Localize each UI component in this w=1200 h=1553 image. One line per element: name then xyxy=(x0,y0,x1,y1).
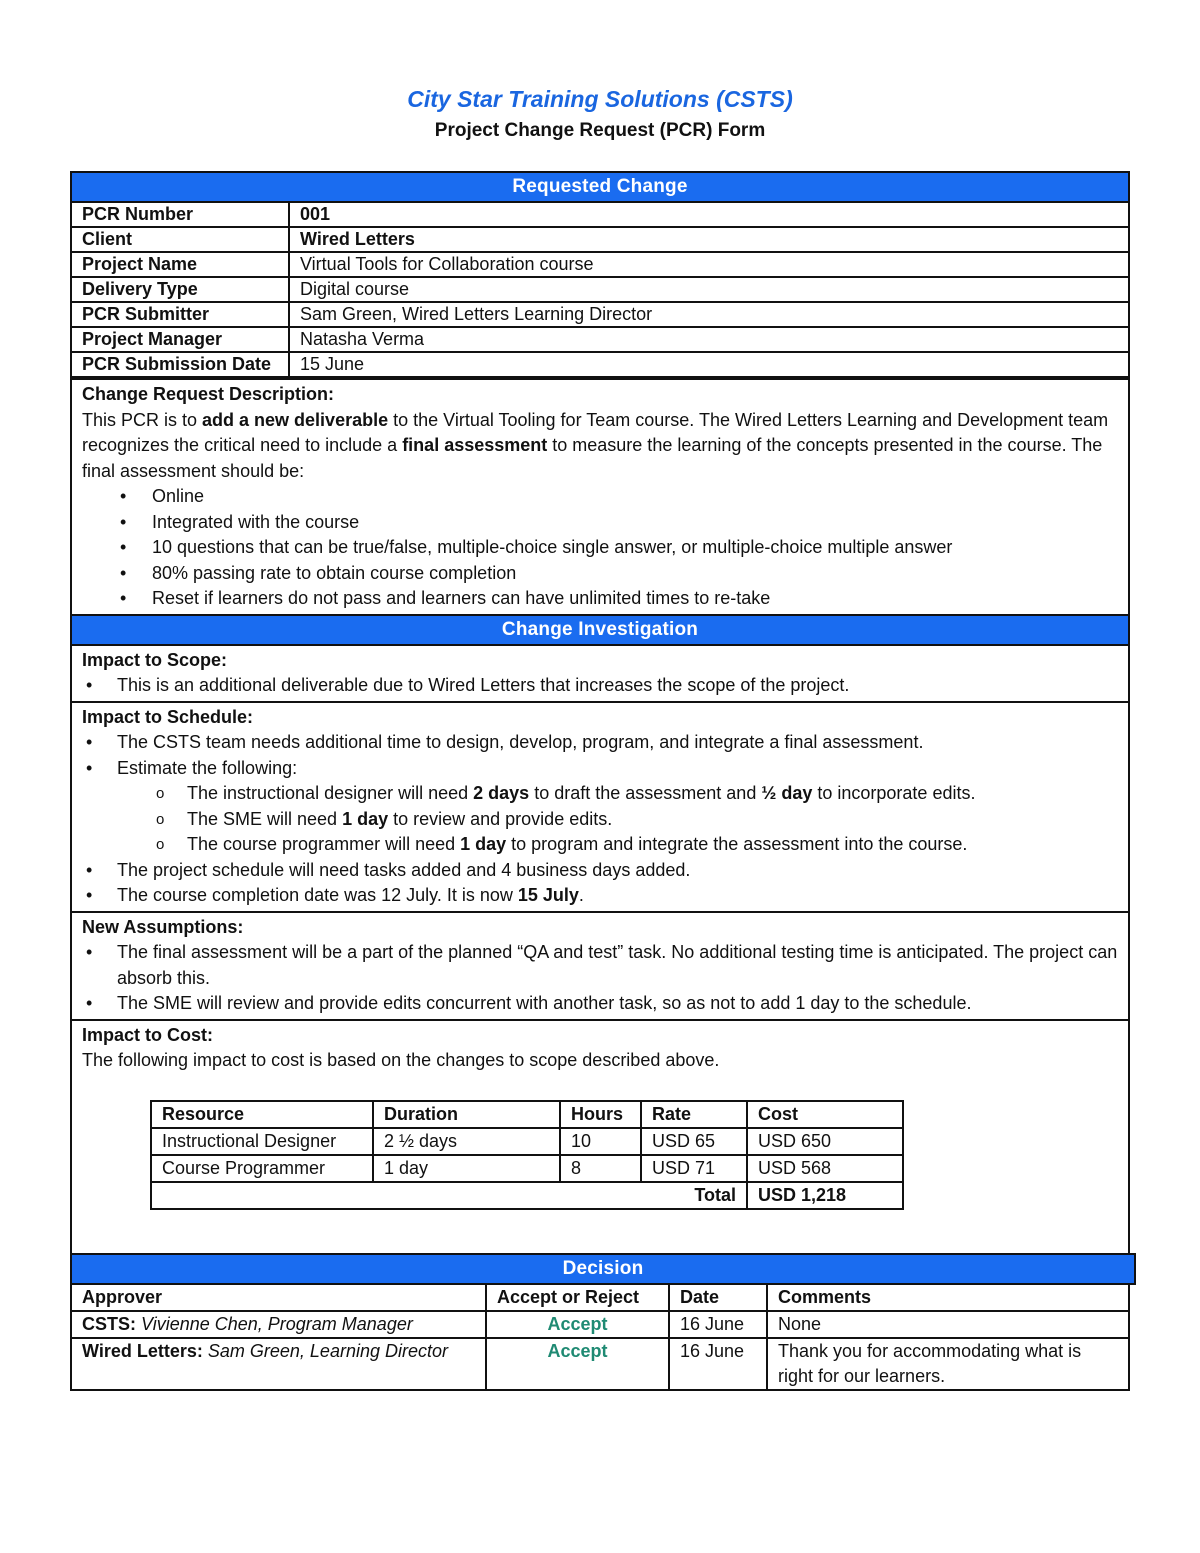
table-cell: USD 65 xyxy=(641,1128,747,1155)
impact-to-scope xyxy=(72,646,1128,703)
text: . xyxy=(578,885,584,905)
list-item: • 80% passing rate to obtain course completion xyxy=(82,561,1118,587)
text: The instructional designer will need xyxy=(187,783,474,803)
table-cell: Course Programmer xyxy=(151,1155,373,1182)
cost-intro: The following impact to cost is based on the changes to scope described above. xyxy=(82,1050,720,1070)
table-cell: 10 xyxy=(560,1128,641,1155)
column-header: Cost xyxy=(747,1101,903,1128)
project-manager-value: Natasha Verma xyxy=(289,327,1128,352)
section-heading: New Assumptions: xyxy=(82,916,244,937)
table-row xyxy=(72,1311,1128,1338)
column-header: Rate xyxy=(641,1101,747,1128)
decision-status: Accept xyxy=(486,1311,669,1338)
section-heading: Impact to Cost: xyxy=(82,1024,214,1045)
decision-date: 16 June xyxy=(669,1311,767,1338)
table-cell: 2 ½ days xyxy=(373,1128,560,1155)
list-item: • The final assessment will be a part of the planned “QA and test” task. No additional testing time is anticipated. The project can absorb this. xyxy=(82,940,1118,991)
list-item xyxy=(82,832,1118,858)
list-item: • The CSTS team needs additional time to design, develop, program, and integrate a final assessment. xyxy=(82,730,1118,756)
list-item xyxy=(82,883,1118,909)
text: to draft the assessment and xyxy=(529,783,762,803)
table-row xyxy=(72,1338,1128,1389)
text: to program and integrate the assessment into the course. xyxy=(506,834,968,854)
section-band-change-investigation: Change Investigation xyxy=(72,616,1128,646)
column-header: Hours xyxy=(560,1101,641,1128)
table-row xyxy=(151,1155,903,1182)
text: The course programmer will need xyxy=(187,834,461,854)
text: to measure the learning of the concepts presented in the course. The final assessment should be: xyxy=(82,435,1103,481)
table-cell: USD 650 xyxy=(747,1128,903,1155)
list-item: • The project schedule will need tasks added and 4 business days added. xyxy=(82,858,1118,884)
field-label: Project Name xyxy=(72,252,289,277)
list-item: • 10 questions that can be true/false, multiple-choice single answer, or multiple-choice multiple answer xyxy=(82,535,1118,561)
table-cell: Instructional Designer xyxy=(151,1128,373,1155)
list-item: • Estimate the following: xyxy=(82,756,1118,782)
text-bold: final assessment xyxy=(402,435,548,455)
text-bold: ½ day xyxy=(761,783,813,803)
decision-comment: None xyxy=(767,1311,1128,1338)
column-header: Approver xyxy=(72,1285,486,1311)
decision-date: 16 June xyxy=(669,1338,767,1389)
form-title: Project Change Request (PCR) Form xyxy=(434,120,766,141)
section-heading: Change Request Description: xyxy=(82,384,335,404)
list-item: • The SME will review and provide edits concurrent with another task, so as not to add 1 day to the schedule. xyxy=(82,991,1118,1017)
total-label: Total xyxy=(151,1182,747,1209)
delivery-type-value: Digital course xyxy=(289,277,1128,302)
table-row xyxy=(72,227,1128,252)
field-label: PCR Number xyxy=(72,203,289,227)
decision-status: Accept xyxy=(486,1338,669,1389)
column-header: Date xyxy=(669,1285,767,1311)
text: to review and provide edits. xyxy=(388,808,613,829)
table-cell: USD 568 xyxy=(747,1155,903,1182)
column-header: Comments xyxy=(767,1285,1128,1311)
decision-comment: Thank you for accommodating what is right for our learners. xyxy=(767,1338,1128,1389)
description-paragraph xyxy=(82,408,1118,485)
list-item: • This is an additional deliverable due to Wired Letters that increases the scope of the project. xyxy=(82,673,1118,699)
total-row xyxy=(151,1182,903,1209)
field-label: PCR Submitter xyxy=(72,302,289,327)
section-band-decision: Decision xyxy=(72,1253,1136,1285)
client-value: Wired Letters xyxy=(289,227,1128,252)
table-row xyxy=(72,203,1128,227)
table-row xyxy=(72,352,1128,377)
text-bold: 1 day xyxy=(342,808,389,829)
text: The course completion date was 12 July. It is now xyxy=(117,885,518,905)
table-row xyxy=(72,327,1128,352)
table-row xyxy=(151,1128,903,1155)
text-bold: 1 day xyxy=(460,834,507,854)
table-row xyxy=(72,277,1128,302)
list-item: • Online xyxy=(82,484,1118,510)
approver-person: Sam Green, Learning Director xyxy=(207,1340,448,1361)
list-item: • Reset if learners do not pass and learners can have unlimited times to re-take xyxy=(82,586,1118,612)
estimate-sublist xyxy=(82,781,1118,858)
field-label: Project Manager xyxy=(72,327,289,352)
list-item xyxy=(82,781,1118,807)
approver-org: Wired Letters: xyxy=(82,1340,203,1361)
table-header-row xyxy=(72,1285,1128,1311)
column-header: Resource xyxy=(151,1101,373,1128)
section-band-requested-change: Requested Change xyxy=(72,173,1128,203)
column-header: Accept or Reject xyxy=(486,1285,669,1311)
approver-cell xyxy=(72,1338,486,1389)
table-cell: 1 day xyxy=(373,1155,560,1182)
new-assumptions xyxy=(72,913,1128,1021)
approver-person: Vivienne Chen, Program Manager xyxy=(141,1313,413,1334)
schedule-list-continued xyxy=(82,858,1118,909)
approver-cell xyxy=(72,1311,486,1338)
text: The SME will need xyxy=(187,808,343,829)
text: This PCR is to xyxy=(82,409,203,430)
requirements-list xyxy=(82,484,1118,612)
text-bold: 2 days xyxy=(473,783,530,803)
document-header xyxy=(0,84,1200,144)
column-header: Duration xyxy=(373,1101,560,1128)
organization-title: City Star Training Solutions (CSTS) xyxy=(407,86,793,112)
impact-to-schedule xyxy=(72,703,1128,913)
field-label: Client xyxy=(72,227,289,252)
section-heading: Impact to Scope: xyxy=(82,649,228,670)
table-cell: 8 xyxy=(560,1155,641,1182)
table-header-row xyxy=(151,1101,903,1128)
table-row xyxy=(72,302,1128,327)
request-info-table xyxy=(72,203,1128,378)
list-item xyxy=(82,807,1118,833)
assumptions-list xyxy=(82,940,1118,1017)
total-value: USD 1,218 xyxy=(747,1182,903,1209)
section-heading: Impact to Schedule: xyxy=(82,706,254,727)
text: to the Virtual Tooling for Team course. The Wired Letters Learning and Development team recognizes the critical need to include a xyxy=(82,409,1109,455)
table-cell: USD 71 xyxy=(641,1155,747,1182)
table-row xyxy=(72,252,1128,277)
change-request-description xyxy=(72,378,1128,616)
text: to incorporate edits. xyxy=(812,783,976,803)
field-label: PCR Submission Date xyxy=(72,352,289,377)
cost-table xyxy=(150,1100,904,1210)
project-name-value: Virtual Tools for Collaboration course xyxy=(289,252,1128,277)
pcr-form xyxy=(70,171,1130,1391)
schedule-list xyxy=(82,730,1118,781)
submission-date-value: 15 June xyxy=(289,352,1128,377)
impact-to-cost xyxy=(72,1021,1128,1253)
decision-table xyxy=(72,1285,1128,1389)
text-bold: add a new deliverable xyxy=(202,409,389,430)
field-label: Delivery Type xyxy=(72,277,289,302)
pcr-number-value: 001 xyxy=(289,203,1128,227)
approver-org: CSTS: xyxy=(82,1313,136,1334)
text-bold: 15 July xyxy=(517,885,579,905)
list-item: • Integrated with the course xyxy=(82,510,1118,536)
scope-list xyxy=(82,673,1118,699)
submitter-value: Sam Green, Wired Letters Learning Director xyxy=(289,302,1128,327)
